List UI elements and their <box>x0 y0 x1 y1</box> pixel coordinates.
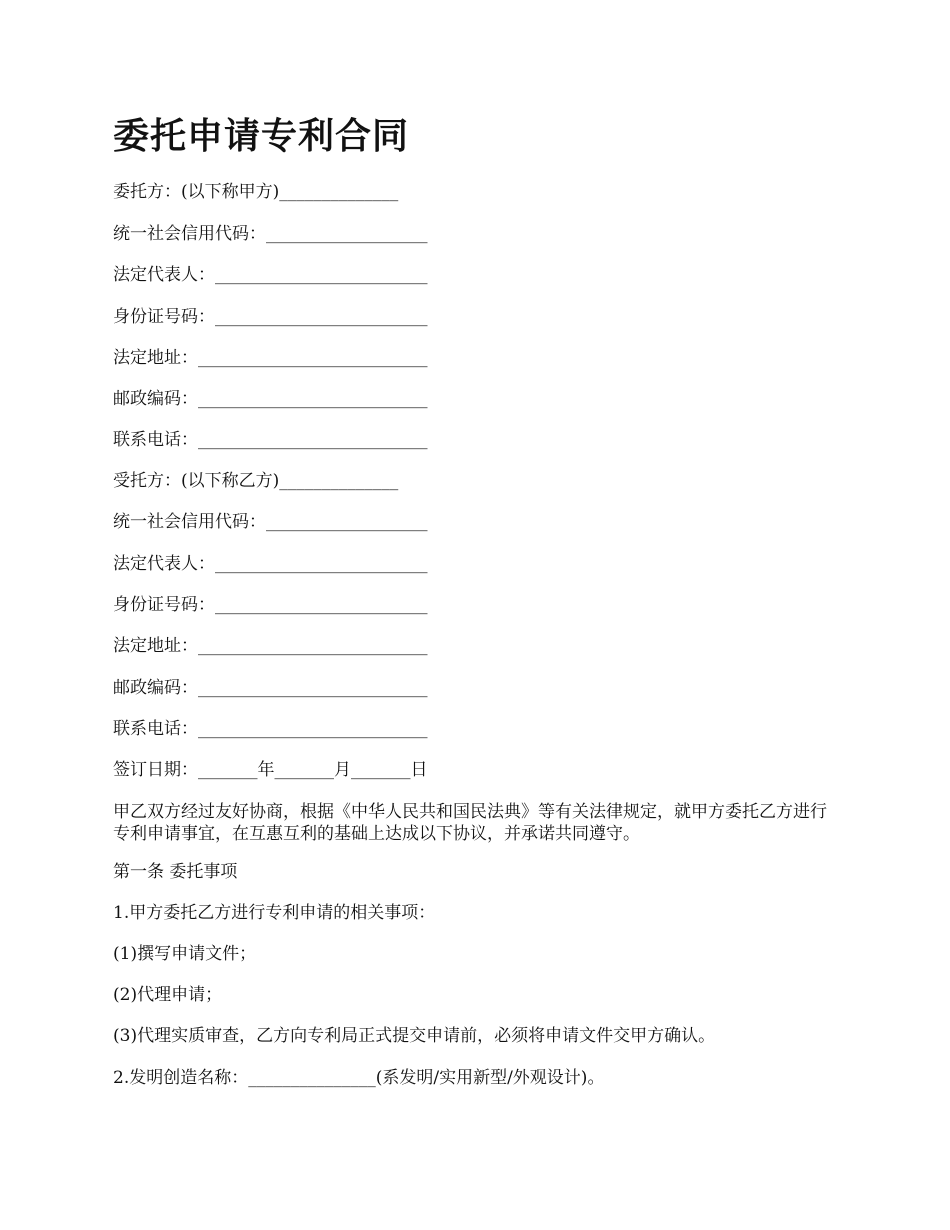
article-1-heading: 第一条 委托事项 <box>113 862 238 882</box>
party-a-id-number: 身份证号码：_________________________ <box>113 307 428 327</box>
party-a-phone: 联系电话：___________________________ <box>113 430 428 450</box>
party-b-address: 法定地址：___________________________ <box>113 636 428 656</box>
party-b-legal-rep: 法定代表人：_________________________ <box>113 554 428 574</box>
article-1-sub-2: (2)代理申请； <box>113 985 223 1005</box>
party-a-credit-code: 统一社会信用代码：___________________ <box>113 224 428 244</box>
party-a-postcode: 邮政编码：___________________________ <box>113 389 428 409</box>
party-b-id-number: 身份证号码：_________________________ <box>113 595 428 615</box>
preamble-paragraph: 甲乙双方经过友好协商，根据《中华人民共和国民法典》等有关法律规定，就甲方委托乙方进行专利申请事宜，在互惠互利的基础上达成以下协议，并承诺共同遵守。 <box>113 802 827 844</box>
article-1-sub-3: (3)代理实质审查，乙方向专利局正式提交申请前，必须将申请文件交甲方确认。 <box>113 1026 716 1046</box>
party-b-phone: 联系电话：___________________________ <box>113 719 428 739</box>
party-a-address: 法定地址：___________________________ <box>113 348 428 368</box>
party-b-postcode: 邮政编码：___________________________ <box>113 678 428 698</box>
document-title: 委托申请专利合同 <box>113 115 410 157</box>
article-1-item-1: 1.甲方委托乙方进行专利申请的相关事项： <box>113 903 436 923</box>
party-b-trustee: 受托方：(以下称乙方)______________ <box>113 471 399 491</box>
party-a-legal-rep: 法定代表人：_________________________ <box>113 265 428 285</box>
party-a-client: 委托方：(以下称甲方)______________ <box>113 182 399 202</box>
article-1-item-2: 2.发明创造名称：_______________(系发明/实用新型/外观设计)。 <box>113 1068 605 1088</box>
article-1-sub-1: (1)撰写申请文件； <box>113 944 257 964</box>
signing-date: 签订日期：_______年_______月_______日 <box>113 760 428 780</box>
party-b-credit-code: 统一社会信用代码：___________________ <box>113 512 428 532</box>
